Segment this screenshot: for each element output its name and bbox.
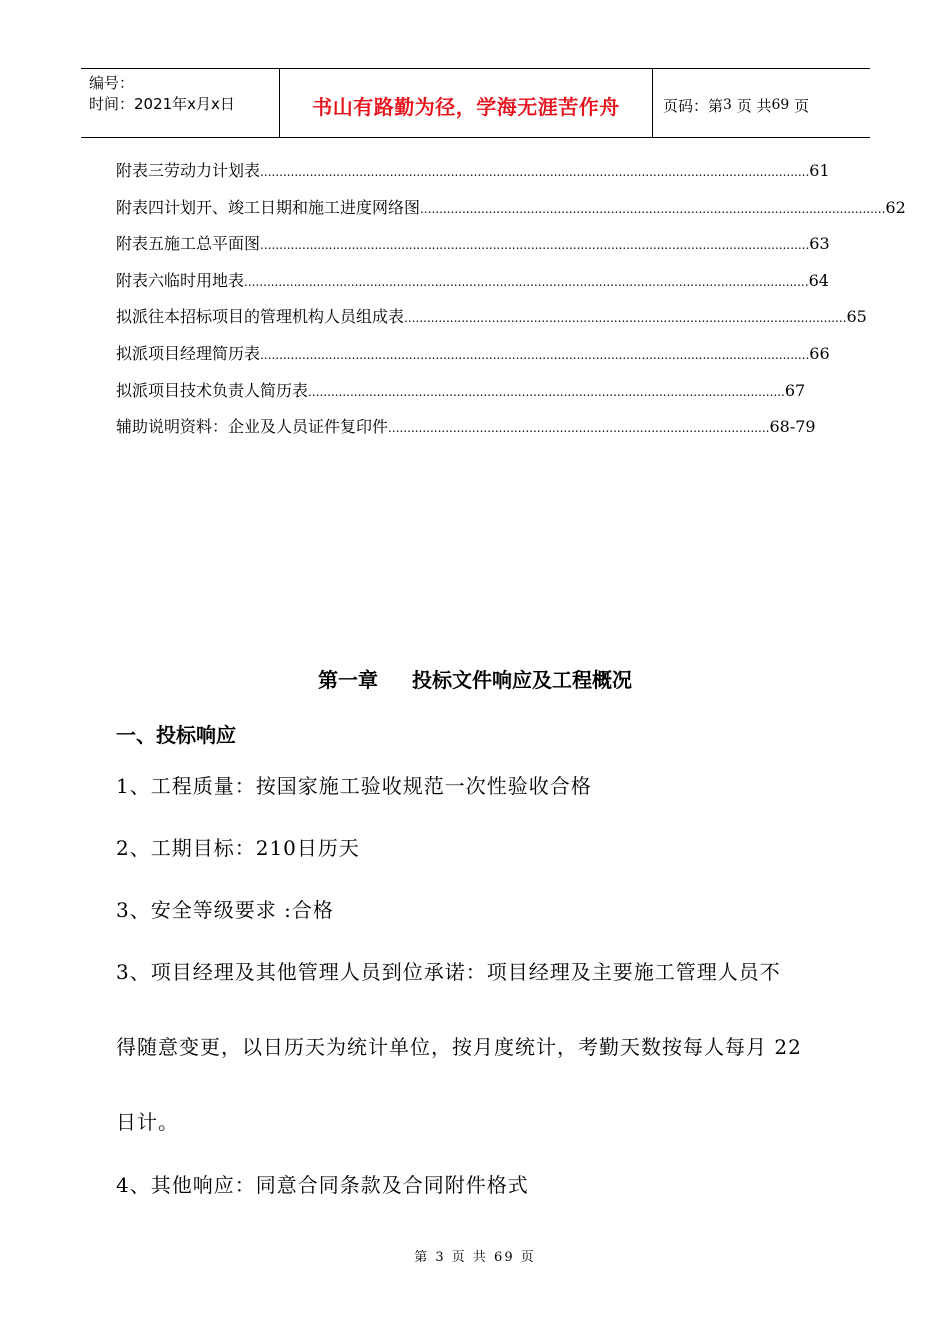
- toc-entry-page: 67: [784, 380, 806, 400]
- toc-entry[interactable]: [116, 268, 829, 305]
- table-of-contents: [116, 158, 906, 451]
- header-motto: 书山有路勤为径，学海无涯苦作舟: [312, 94, 620, 119]
- chapter-number: 第一章: [318, 668, 378, 692]
- page-header: [81, 68, 870, 138]
- toc-entry[interactable]: [116, 378, 816, 415]
- body-paragraph: 1、工程质量：按国家施工验收规范一次性验收合格: [116, 774, 592, 798]
- header-meta: [81, 69, 280, 137]
- toc-entry[interactable]: [116, 158, 830, 195]
- toc-entry-page: 61: [809, 161, 830, 180]
- toc-entry-leader: ..........................................................................................................................: [420, 201, 886, 216]
- toc-entry-label: 附表六临时用地表: [116, 270, 245, 290]
- toc-entry-label: 辅助说明资料：企业及人员证件复印件: [116, 417, 389, 437]
- toc-entry-leader: ................................................................................................................................................: [260, 347, 810, 362]
- toc-entry[interactable]: [116, 195, 906, 232]
- header-page-middle: 页 共: [736, 96, 772, 115]
- body-paragraph: 3、安全等级要求 :合格: [116, 898, 334, 922]
- toc-entry-leader: ................................................................................................................................................: [260, 165, 810, 179]
- toc-entry-label: 附表四计划开、竣工日期和施工进度网络图: [116, 197, 421, 217]
- chapter-name: 投标文件响应及工程概况: [412, 668, 632, 692]
- body-paragraph: 4、其他响应：同意合同条款及合同附件格式: [116, 1173, 529, 1197]
- chapter-title: [0, 664, 950, 693]
- body-paragraph: 2、工期目标：210日历天: [116, 836, 360, 860]
- header-page-suffix: 页: [794, 96, 810, 115]
- body-paragraph: 得随意变更，以日历天为统计单位，按月度统计，考勤天数按每人每月 22: [116, 1035, 802, 1059]
- toc-entry-page: 62: [885, 197, 906, 217]
- toc-entry[interactable]: [116, 231, 830, 268]
- toc-entry[interactable]: [116, 304, 867, 341]
- toc-entry-label: 拟派往本招标项目的管理机构人员组成表: [116, 307, 405, 327]
- toc-entry-label: 附表三劳动力计划表: [116, 161, 261, 180]
- body-paragraph: 日计。: [116, 1110, 179, 1134]
- header-page-info: [653, 69, 870, 137]
- toc-entry-leader: .............................................................................................................................: [308, 384, 785, 399]
- toc-entry-page: 66: [809, 343, 830, 363]
- section-title: 一、投标响应: [116, 723, 236, 747]
- toc-entry-leader: ....................................................................................................................................................: [244, 274, 809, 289]
- header-time-label: 时间：2021年x月x日: [89, 95, 235, 113]
- toc-entry-page: 68-79: [769, 417, 816, 437]
- toc-entry-label: 拟派项目经理简历表: [116, 343, 261, 363]
- header-page-current: 3: [723, 97, 732, 113]
- body-paragraph: 3、项目经理及其他管理人员到位承诺：项目经理及主要施工管理人员不: [116, 960, 781, 984]
- toc-entry-label: 附表五施工总平面图: [116, 234, 261, 254]
- toc-entry-leader: ....................................................................................................: [388, 421, 770, 436]
- toc-entry-page: 64: [808, 270, 829, 290]
- toc-entry-page: 65: [846, 307, 867, 327]
- toc-entry-page: 63: [809, 234, 830, 254]
- header-number-label: 编号：: [89, 74, 135, 92]
- header-motto-cell: [280, 69, 653, 137]
- toc-entry[interactable]: [116, 414, 816, 451]
- header-page-prefix: 页码：第: [663, 96, 724, 115]
- header-page-total: 69: [771, 97, 790, 113]
- toc-entry-leader: ................................................................................................................................................: [260, 238, 810, 253]
- page-footer: 第 3 页 共 69 页: [414, 1250, 536, 1265]
- toc-entry-leader: ....................................................................................................................: [404, 311, 847, 326]
- toc-entry-label: 拟派项目技术负责人简历表: [116, 380, 309, 400]
- toc-entry[interactable]: [116, 341, 830, 378]
